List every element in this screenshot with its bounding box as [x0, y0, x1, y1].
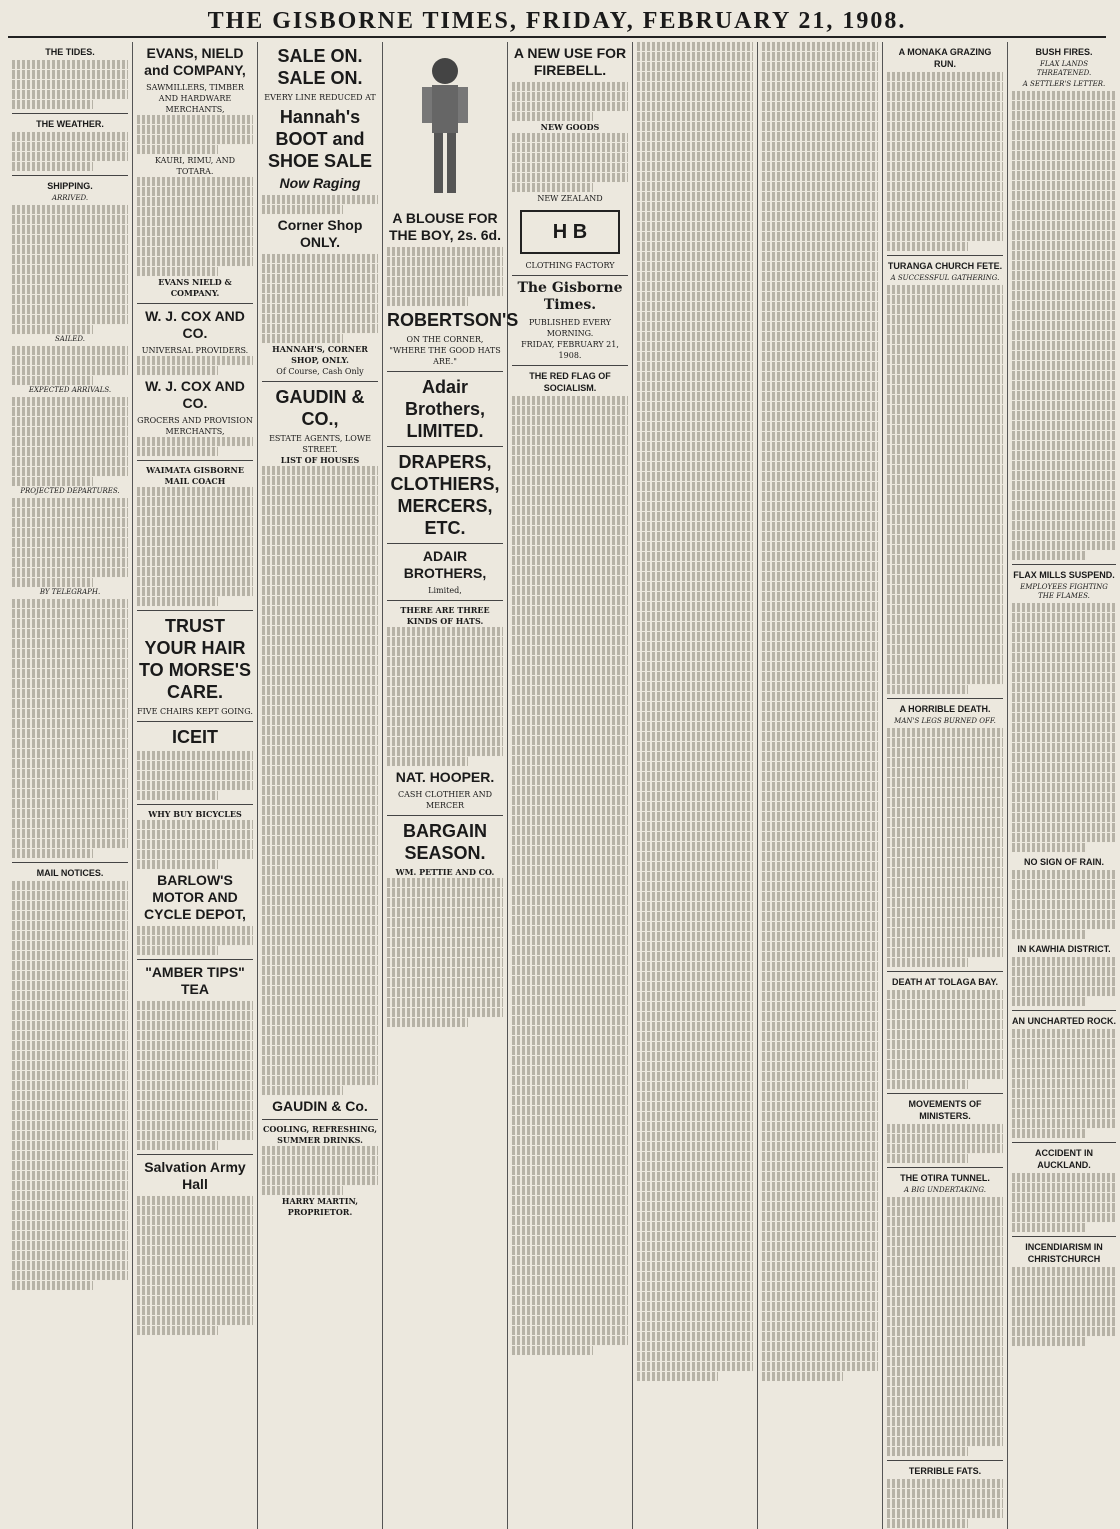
three-kinds-hats: THERE ARE THREE KINDS OF HATS. [400, 605, 490, 626]
cooling-drinks: COOLING, REFRESHING, SUMMER DRINKS. [263, 1124, 377, 1145]
new-zealand: NEW ZEALAND [537, 194, 603, 203]
new-goods: NEW GOODS [540, 122, 600, 132]
column-2 [133, 42, 258, 1529]
successful-gathering: A SUCCESSFUL GATHERING. [890, 274, 1000, 282]
column-7 [758, 42, 883, 1529]
wj-cox-sub-1: UNIVERSAL PROVIDERS. [141, 346, 249, 355]
hb-logo: H B [520, 210, 620, 254]
expected-heading: EXPECTED ARRIVALS. [28, 386, 112, 394]
hannah-title: Hannah's BOOT and SHOE SALE [267, 107, 373, 171]
amber-tips-title: "AMBER TIPS" TEA [145, 964, 245, 997]
list-of-houses: LIST OF HOUSES [280, 455, 360, 465]
horrible-death-sub: MAN'S LEGS BURNED OFF. [894, 717, 996, 725]
flax-lands-sub: FLAX LANDS THREATENED. [1036, 60, 1092, 77]
every-line-reduced: EVERY LINE REDUCED AT [264, 93, 376, 102]
published-every-morning: PUBLISHED EVERY MORNING. [528, 318, 612, 338]
iceit-headline: ICEIT [171, 727, 218, 747]
new-use-firebell: A NEW USE FOR FIREBELL. [513, 45, 627, 78]
article-continued [637, 42, 753, 1381]
trust-sub: FIVE CHAIRS KEPT GOING. [137, 707, 253, 716]
evans-stock: KAURI, RIMU, AND TOTARA. [154, 156, 236, 176]
uncharted-rock-heading: AN UNCHARTED ROCK. [1012, 1016, 1116, 1026]
boy-illustration [387, 46, 503, 206]
wj-cox-title-1: W. J. COX AND CO. [145, 308, 245, 341]
otira-sub: A BIG UNDERTAKING. [904, 1186, 986, 1194]
red-flag-heading: THE RED FLAG OF SOCIALISM. [529, 371, 611, 393]
masthead: THE GISBORNE TIMES, FRIDAY, FEBRUARY 21, 1908. [8, 6, 1106, 38]
gaudin-sub: ESTATE AGENTS, LOWE STREET. [269, 434, 371, 454]
trust-headline: TRUST YOUR HAIR TO MORSE'S CARE. [139, 616, 251, 702]
boy-figure-icon [410, 51, 480, 206]
blouse-headline: A BLOUSE FOR THE BOY, 2s. 6d. [388, 210, 502, 243]
bicycles-headline: WHY BUY BICYCLES [148, 809, 242, 819]
columns [8, 42, 1116, 1476]
evans-sub: SAWMILLERS, TIMBER AND HARDWARE MERCHANTS, [146, 83, 244, 114]
cash-only: Of Course, Cash Only [276, 367, 364, 376]
column-9 [1008, 42, 1120, 1529]
wj-cox-title-2: W. J. COX AND CO. [145, 378, 245, 411]
sailed-heading: SAILED. [55, 335, 85, 343]
column-4 [383, 42, 519, 1529]
horrible-death-heading: A HORRIBLE DEATH. [899, 704, 991, 714]
kawhia-heading: IN KAWHIA DISTRICT. [1017, 944, 1111, 954]
gymkhana-article [762, 42, 878, 1381]
flax-mills-heading: FLAX MILLS SUSPEND. [1013, 570, 1115, 580]
column-1 [8, 42, 133, 1529]
salvation-army-title: Salvation Army Hall [144, 1159, 246, 1192]
accident-auckland-heading: ACCIDENT IN AUCKLAND. [1035, 1148, 1093, 1170]
column-5 [508, 42, 633, 1529]
monaka-heading: A MONAKA GRAZING RUN. [898, 47, 992, 69]
bush-fires-heading: BUSH FIRES. [1035, 47, 1093, 57]
gaudin-footer: GAUDIN & Co. [272, 1098, 368, 1114]
adair-brothers-2: ADAIR BROTHERS, [403, 548, 487, 581]
incendiarism-heading: INCENDIARISM IN CHRISTCHURCH [1025, 1242, 1103, 1264]
evans-title: EVANS, NIELD and COMPANY, [144, 45, 246, 78]
clothing-factory: CLOTHING FACTORY [525, 261, 615, 270]
column-3 [258, 42, 383, 1529]
adair-title: Adair Brothers, LIMITED. [404, 377, 485, 441]
corner-shop: Corner Shop ONLY. [277, 217, 363, 250]
adair-brothers-2-sub: Limited, [428, 586, 462, 595]
hooper-sub: CASH CLOTHIER AND MERCER [398, 790, 492, 810]
issue-date: FRIDAY, FEBRUARY 21, 1908. [521, 340, 619, 360]
terrible-fats-heading: TERRIBLE FATS. [908, 1466, 982, 1476]
settler-letter-sub: A SETTLER'S LETTER. [1022, 80, 1106, 88]
barlow-title: BARLOW'S MOTOR AND CYCLE DEPOT, [144, 872, 246, 922]
employees-sub: EMPLOYEES FIGHTING THE FLAMES. [1020, 583, 1108, 600]
coach-title: WAIMATA GISBORNE MAIL COACH [146, 465, 244, 486]
harry-martin: HARRY MARTIN, PROPRIETOR. [281, 1196, 359, 1217]
turanga-heading: TURANGA CHURCH FETE. [887, 261, 1003, 271]
bargain-season: BARGAIN SEASON. [403, 821, 487, 863]
hooper-title: NAT. HOOPER. [395, 769, 495, 785]
otira-heading: THE OTIRA TUNNEL. [900, 1173, 990, 1183]
evans-footer: EVANS NIELD & COMPANY. [158, 277, 232, 298]
pettie-title: WM. PETTIE AND CO. [395, 867, 495, 877]
mail-notices-heading: MAIL NOTICES. [36, 868, 104, 878]
telegraph-heading: BY TELEGRAPH. [39, 588, 101, 596]
drapers-headline: DRAPERS, CLOTHIERS, MERCERS, ETC. [390, 452, 500, 538]
projected-heading: PROJECTED DEPARTURES. [20, 487, 120, 495]
wj-cox-sub-2: GROCERS AND PROVISION MERCHANTS, [137, 416, 253, 436]
ministers-heading: MOVEMENTS OF MINISTERS. [908, 1099, 982, 1121]
arrived-heading: ARRIVED. [51, 194, 89, 202]
shipping-heading: SHIPPING. [47, 181, 93, 191]
weather-heading: THE WEATHER. [36, 119, 104, 129]
now-raging: Now Raging [279, 175, 361, 191]
column-6 [633, 42, 758, 1529]
hannah-corner: HANNAH'S, CORNER SHOP, ONLY. [272, 344, 368, 365]
sale-headline: SALE ON. SALE ON. [277, 46, 363, 88]
no-sign-of-rain-heading: NO SIGN OF RAIN. [1023, 857, 1104, 867]
tolaga-heading: DEATH AT TOLAGA BAY. [891, 977, 998, 987]
column-8 [883, 42, 1008, 1529]
robertson-title: ROBERTSON'S [387, 310, 519, 330]
tides-heading: THE TIDES. [45, 47, 95, 57]
robertson-sub: ON THE CORNER, "WHERE THE GOOD HATS ARE." [389, 335, 501, 366]
gaudin-title: GAUDIN & CO., [275, 387, 365, 429]
gisborne-times-title: The Gisborne Times. [517, 280, 623, 313]
